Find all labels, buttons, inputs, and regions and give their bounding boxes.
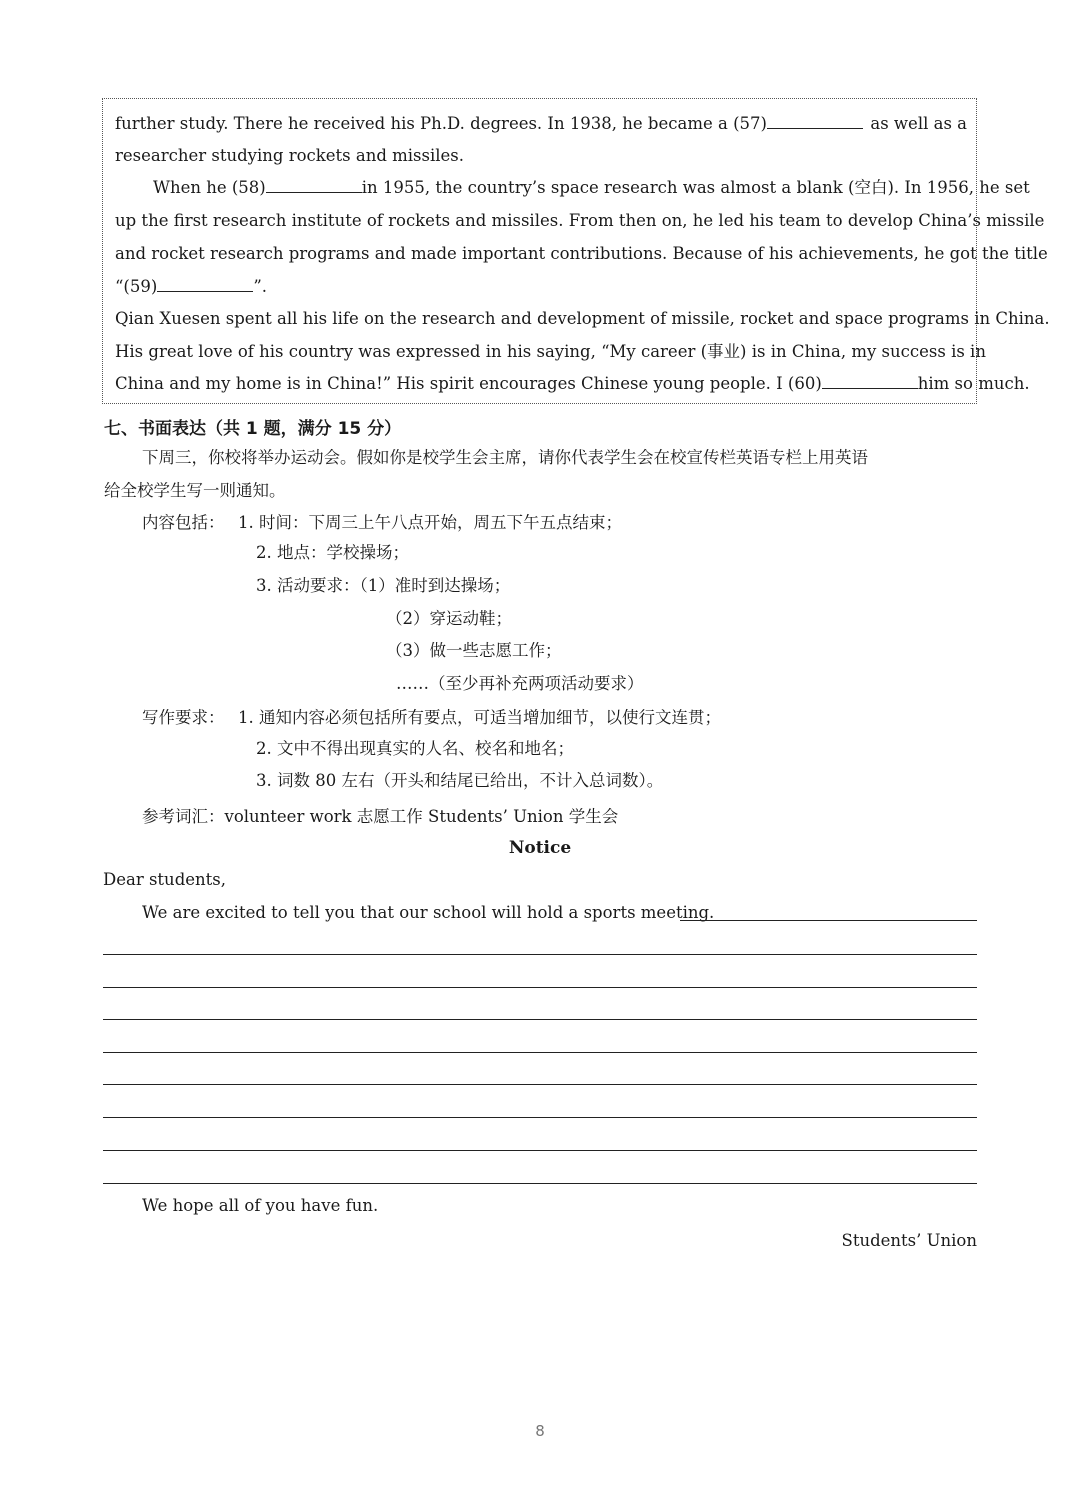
page-number: 8: [535, 1422, 545, 1440]
answer-line-9[interactable]: [103, 1183, 977, 1184]
requirement-2: 2. 文中不得出现真实的人名、校名和地名；: [256, 739, 574, 758]
passage-line-6: “(59) ”.: [115, 277, 267, 296]
passage-line-2: researcher studying rockets and missiles.: [115, 146, 465, 165]
passage-box: [102, 98, 1050, 404]
passage-line-1: further study. There he received his Ph.D. degrees. In 1938, he became a (57) as well as a: [115, 114, 967, 133]
passage-line-7: Qian Xuesen spent all his life on the research and development of missile, rocket and space programs in China.: [115, 309, 1050, 328]
passage-line-3: When he (58) in 1955, the country’s space research was almost a blank (空白). In 1956, he set: [153, 178, 1030, 197]
prompt-line-1: 下周三，你校将举办运动会。假如你是校学生会主席，请你代表学生会在校宣传栏英语专栏上用英语: [142, 448, 868, 467]
notice-title: Notice: [508, 838, 572, 858]
content-item-3c: （3）做一些志愿工作；: [386, 641, 562, 660]
blank-58[interactable]: [266, 178, 362, 193]
content-item-2: 2. 地点：学校操场；: [256, 543, 409, 562]
prompt-line-2: 给全校学生写一则通知。: [104, 481, 286, 500]
content-item-1: 1. 时间：下周三上午八点开始，周五下午五点结束；: [238, 513, 622, 532]
requirements-label: 写作要求：: [142, 708, 225, 727]
passage-line-4: up the first research institute of rockets and missiles. From then on, he led his team to develop China’s missile: [115, 211, 1045, 230]
content-item-3: 3. 活动要求：（1）准时到达操场；: [256, 576, 511, 595]
section-title: 七、书面表达（共 1 题，满分 15 分）: [104, 419, 402, 439]
blank-57[interactable]: [767, 114, 863, 129]
passage-line-8: His great love of his country was expressed in his saying, “My career (事业) is in China, my success is in: [115, 342, 986, 361]
blank-59[interactable]: [157, 277, 253, 292]
passage-line-9: China and my home is in China!” His spirit encourages Chinese young people. I (60) him so much.: [115, 374, 1030, 393]
answer-line-5[interactable]: [103, 1052, 977, 1053]
reference-vocabulary: 参考词汇：volunteer work 志愿工作 Students’ Union 学生会: [142, 807, 619, 826]
content-label: 内容包括：: [142, 513, 225, 532]
blank-60[interactable]: [822, 374, 918, 389]
notice-signature: Students’ Union: [841, 1231, 977, 1250]
passage-line-5: and rocket research programs and made important contributions. Because of his achievements, he got the title: [115, 244, 1048, 263]
content-item-3d: ……（至少再补充两项活动要求）: [396, 674, 644, 693]
answer-line-8[interactable]: [103, 1150, 977, 1151]
content-item-3b: （2）穿运动鞋；: [386, 609, 512, 628]
requirement-3: 3. 词数 80 左右（开头和结尾已给出，不计入总词数）。: [256, 771, 664, 790]
answer-line-4[interactable]: [103, 1019, 977, 1020]
notice-closing: We hope all of you have fun.: [142, 1196, 379, 1215]
notice-opening: We are excited to tell you that our school will hold a sports meeting.: [142, 903, 715, 922]
answer-line-1[interactable]: [680, 920, 977, 921]
answer-line-2[interactable]: [103, 954, 977, 955]
notice-greeting: Dear students,: [103, 870, 226, 889]
answer-line-6[interactable]: [103, 1084, 977, 1085]
answer-line-7[interactable]: [103, 1117, 977, 1118]
answer-line-3[interactable]: [103, 987, 977, 988]
requirement-1: 1. 通知内容必须包括所有要点，可适当增加细节，以使行文连贯；: [238, 708, 721, 727]
